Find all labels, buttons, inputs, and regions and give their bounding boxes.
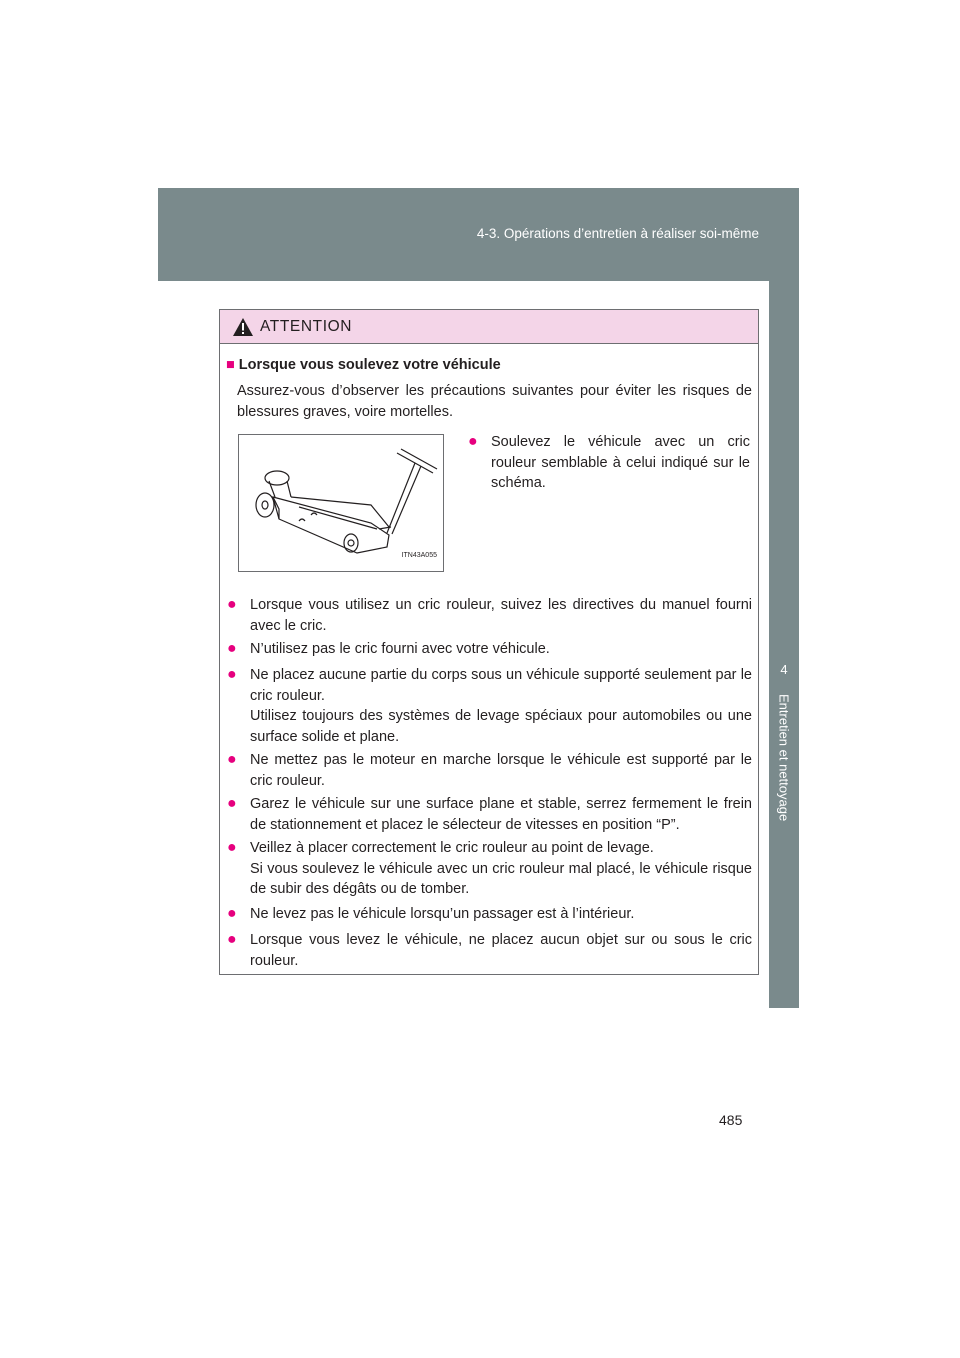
chapter-label: Entretien et nettoyage [776, 694, 792, 822]
bullet-dot-icon: ● [227, 839, 237, 856]
bullet-dot-icon: ● [468, 433, 478, 450]
warning-section-title-text: Lorsque vous soulevez votre véhicule [238, 357, 501, 373]
bullet-dot-icon: ● [227, 905, 237, 922]
bullet-text: Garez le véhicule sur une surface plane et stable, serrez fermement le frein de stationnement et placez le sélecteur de vitesses en position “P”. [250, 796, 752, 833]
warning-section-title [226, 355, 501, 376]
bullet-text: Lorsque vous utilisez un cric rouleur, suivez les directives du manuel fourni avec le cric. [250, 597, 752, 634]
bullet-item [224, 838, 752, 900]
figure-label: ITN43A055 [401, 551, 437, 559]
floor-jack-illustration [238, 434, 444, 572]
bullet-item [224, 904, 752, 925]
page-number: 485 [719, 1112, 743, 1128]
warning-intro: Assurez-vous d’observer les précautions suivantes pour éviter les risques de blessures graves, voire mortelles. [237, 383, 752, 420]
bullet-item [224, 794, 752, 835]
warning-title: ATTENTION [260, 318, 353, 335]
bullet-text-continued: Utilisez toujours des systèmes de levage spéciaux pour automobiles ou une surface solide et plane. [250, 708, 752, 745]
square-bullet-icon: ■ [226, 357, 235, 373]
warning-header [220, 310, 758, 344]
side-tab [769, 688, 799, 1008]
bullet-item [224, 750, 752, 791]
bullet-dot-icon: ● [227, 751, 237, 768]
warning-icon [232, 317, 254, 337]
bullet-item [224, 639, 752, 660]
warning-content [220, 344, 758, 974]
bullet-text: Lorsque vous levez le véhicule, ne placez aucun objet sur ou sous le cric rouleur. [250, 932, 752, 969]
bullet-text: Veillez à placer correctement le cric rouleur au point de levage. [250, 840, 654, 856]
bullet-dot-icon: ● [227, 596, 237, 613]
chapter-number: 4 [769, 650, 799, 688]
bullet-item [465, 432, 750, 494]
bullet-text: Ne placez aucune partie du corps sous un véhicule supporté seulement par le cric rouleur. [250, 667, 752, 704]
bullet-dot-icon: ● [227, 795, 237, 812]
section-title: 4-3. Opérations d’entretien à réaliser soi-même [476, 226, 759, 241]
bullet-dot-icon: ● [227, 666, 237, 683]
bullet-item [224, 665, 752, 747]
bullet-text: Soulevez le véhicule avec un cric rouleur semblable à celui indiqué sur le schéma. [491, 434, 750, 491]
warning-box [219, 309, 759, 975]
bullet-dot-icon: ● [227, 931, 237, 948]
bullet-text: Ne mettez pas le moteur en marche lorsque le véhicule est supporté par le cric rouleur. [250, 752, 752, 789]
side-tab-top [769, 281, 799, 650]
bullet-text: Ne levez pas le véhicule lorsqu’un passager est à l’intérieur. [250, 906, 635, 922]
header-band [158, 188, 799, 281]
bullet-dot-icon: ● [227, 640, 237, 657]
bullet-text-continued: Si vous soulevez le véhicule avec un cric rouleur mal placé, le véhicule risque de subir des dégâts ou de tomber. [250, 860, 752, 897]
bullet-item [224, 595, 752, 636]
bullet-text: N’utilisez pas le cric fourni avec votre véhicule. [250, 641, 550, 657]
bullet-item [224, 930, 752, 971]
